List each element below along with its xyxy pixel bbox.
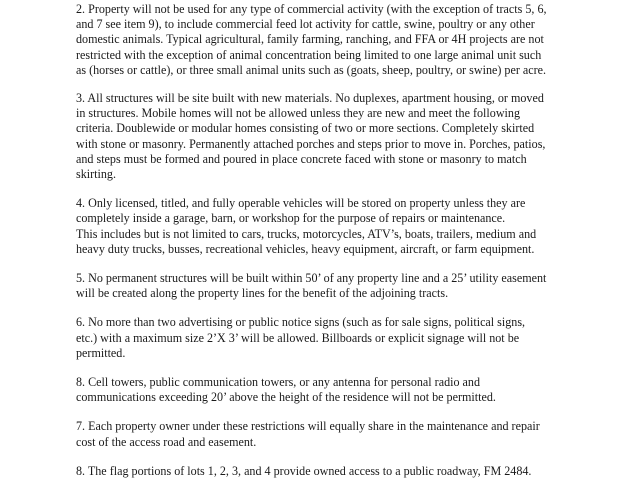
text-line: completely inside a garage, barn, or workshop for the purpose of repairs or maintenance. <box>76 211 506 226</box>
text-line: 5. No permanent structures will be built within 50’ of any property line and a 25’ utility easement <box>76 271 547 286</box>
text-line: skirting. <box>76 167 116 182</box>
paragraph-8-cell-towers <box>76 375 636 405</box>
text-line: heavy duty trucks, busses, recreational vehicles, heavy equipment, aircraft, or farm equipment. <box>76 241 535 256</box>
paragraph-2 <box>76 2 636 78</box>
text-line: with stone or masonry. Permanently attached porches and steps prior to move in. Porches, patios, <box>76 136 546 151</box>
text-line: domestic animals. Typical agricultural, family farming, ranching, and FFA or 4H projects are not <box>76 32 544 47</box>
paragraph-3 <box>76 91 636 182</box>
text-line: restricted with the exception of animal concentration being limited to one large animal unit such <box>76 47 542 62</box>
text-line: 2. Property will not be used for any type of commercial activity (with the exception of tracts 5, 6, <box>76 2 547 16</box>
paragraph-5 <box>76 271 636 301</box>
text-line: 8. Cell towers, public communication towers, or any antenna for personal radio and <box>76 375 481 390</box>
text-line: cost of the access road and easement. <box>76 434 257 449</box>
text-line: 7. Each property owner under these restrictions will equally share in the maintenance and repair <box>76 419 540 434</box>
text-line: 8. The flag portions of lots 1, 2, 3, and 4 provide owned access to a public roadway, FM 2484. <box>76 463 532 478</box>
text-line: criteria. Doublewide or modular homes consisting of two or more sections. Completely skirted <box>76 121 535 136</box>
text-line: will be created along the property lines for the benefit of the adjoining tracts. <box>76 286 449 301</box>
text-line: etc.) with a maximum size 2’X 3’ will be allowed. Billboards or explicit signage will not be <box>76 330 520 345</box>
paragraph-8-flag-portions <box>76 464 636 479</box>
paragraph-6 <box>76 315 636 361</box>
paragraph-4 <box>76 196 636 257</box>
text-line: 4. Only licensed, titled, and fully operable vehicles will be stored on property unless they are <box>76 196 526 211</box>
text-line: permitted. <box>76 345 126 360</box>
paragraph-7 <box>76 419 636 449</box>
text-line: This includes but is not limited to cars, trucks, motorcycles, ATV’s, boats, trailers, medium and <box>76 226 537 241</box>
text-line: as (horses or cattle), or three small animal units such as (goats, sheep, poultry, or swine) per acre. <box>76 62 547 77</box>
text-line: 3. All structures will be site built with new materials. No duplexes, apartment housing, or moved <box>76 91 544 106</box>
document-body <box>76 2 636 479</box>
text-line: communications exceeding 20’ above the height of the residence will not be permitted. <box>76 390 496 405</box>
text-line: in structures. Mobile homes will not be allowed unless they are new and meet the following <box>76 106 521 121</box>
text-line: and 7 see item 9), to include commercial feed lot activity for cattle, swine, poultry or any other <box>76 17 535 32</box>
text-line: and steps must be formed and poured in place concrete faced with stone or masonry to match <box>76 151 527 166</box>
text-line: 6. No more than two advertising or public notice signs (such as for sale signs, political signs, <box>76 315 526 330</box>
